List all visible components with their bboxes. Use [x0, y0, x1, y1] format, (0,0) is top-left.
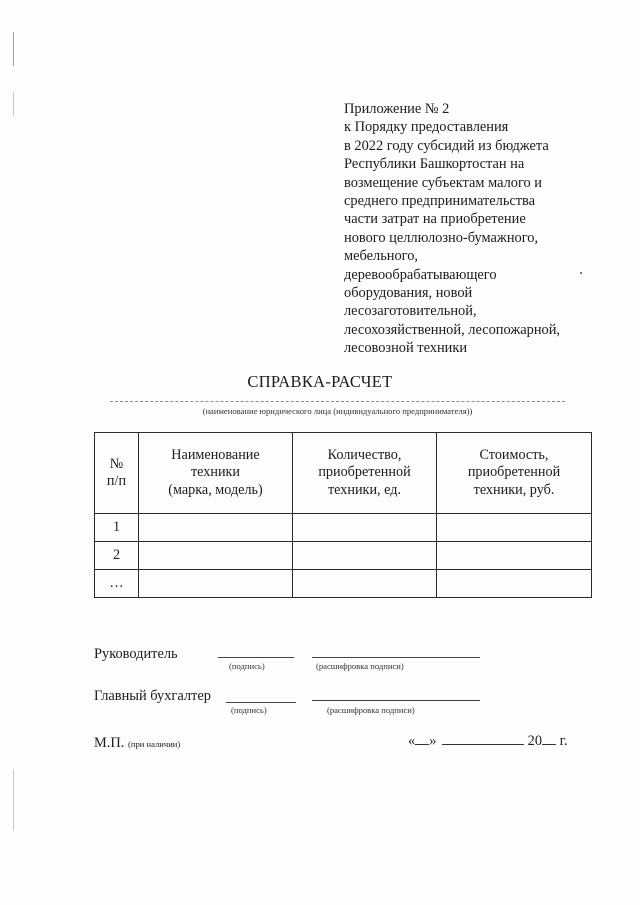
header-text: п/п — [106, 473, 127, 489]
stamp-label: М.П. — [94, 735, 125, 751]
header-text: приобретенной — [467, 464, 561, 481]
date-field — [408, 733, 568, 750]
equipment-name-cell[interactable] — [139, 570, 293, 598]
head-decoding-line[interactable] — [312, 657, 480, 658]
column-header-quantity — [293, 433, 437, 514]
header-text: (марка, модель) — [168, 481, 263, 498]
table-row — [95, 514, 592, 542]
equipment-name-cell[interactable] — [139, 542, 293, 570]
head-signature-caption: (подпись) — [229, 661, 265, 671]
quantity-cell[interactable] — [293, 542, 437, 570]
appendix-line: к Порядку предоставления — [344, 119, 509, 136]
header-text: Количество, — [327, 446, 402, 463]
column-header-name — [139, 433, 293, 514]
entity-name-line[interactable] — [110, 401, 565, 402]
date-open-quote: « — [408, 733, 416, 749]
accountant-signature-line[interactable] — [226, 702, 296, 703]
head-signature-line[interactable] — [218, 657, 294, 658]
scan-mark-top — [13, 32, 14, 66]
appendix-line: среднего предпринимательства — [344, 193, 536, 210]
row-number-cell: 1 — [95, 514, 139, 542]
stamp-note: (при наличии) — [128, 739, 181, 749]
accountant-label: Главный бухгалтер — [94, 688, 211, 704]
date-close-quote: » — [429, 733, 437, 749]
appendix-line: возмещение субъектам малого и — [344, 174, 543, 191]
quantity-cell[interactable] — [293, 570, 437, 598]
quantity-cell[interactable] — [293, 514, 437, 542]
row-number-cell: … — [95, 570, 139, 598]
year-prefix: 20 — [527, 733, 543, 749]
stamp-placeholder — [94, 735, 180, 752]
header-text: техники — [190, 464, 241, 481]
appendix-line: оборудования, новой — [344, 285, 473, 302]
row-number-cell: 2 — [95, 542, 139, 570]
head-label: Руководитель — [94, 646, 178, 662]
header-text: Наименование — [171, 446, 260, 463]
appendix-line: Приложение № 2 — [344, 101, 450, 117]
accountant-decoding-caption: (расшифровка подписи) — [327, 705, 415, 715]
cost-cell[interactable] — [437, 570, 592, 598]
equipment-name-cell[interactable] — [139, 514, 293, 542]
appendix-note — [344, 100, 594, 358]
entity-name-caption: (наименование юридического лица (индивидуального предпринимателя)) — [202, 406, 473, 416]
header-text: техники, руб. — [473, 481, 555, 498]
appendix-line: деревообрабатывающего — [344, 266, 497, 283]
header-text: техники, ед. — [327, 481, 402, 498]
column-header-number — [95, 433, 139, 514]
appendix-line: лесохозяйственной, лесопожарной, — [344, 321, 561, 338]
scan-mark-upper — [13, 92, 14, 116]
table-row — [95, 542, 592, 570]
table-row — [95, 570, 592, 598]
cost-cell[interactable] — [437, 514, 592, 542]
month-blank[interactable] — [442, 744, 524, 745]
column-header-cost — [437, 433, 592, 514]
table-header-row — [95, 433, 592, 514]
header-text: № — [109, 455, 124, 472]
day-blank[interactable] — [415, 744, 429, 745]
year-suffix: г. — [559, 733, 568, 749]
appendix-line: Республики Башкортостан на — [344, 156, 525, 173]
appendix-line: лесозаготовительной, — [344, 303, 477, 320]
appendix-line: части затрат на приобретение — [344, 211, 526, 228]
document-title: СПРАВКА-РАСЧЕТ — [247, 372, 393, 391]
year-blank[interactable] — [542, 744, 556, 745]
appendix-line: нового целлюлозно-бумажного, — [344, 229, 539, 246]
header-text: приобретенной — [318, 464, 411, 481]
appendix-line: лесовозной техники — [344, 340, 468, 357]
appendix-line: в 2022 году субсидий из бюджета — [344, 137, 549, 154]
accountant-decoding-line[interactable] — [312, 700, 480, 701]
head-decoding-caption: (расшифровка подписи) — [316, 661, 404, 671]
appendix-line: мебельного, — [344, 248, 418, 265]
header-text: Стоимость, — [479, 446, 549, 463]
calculation-table — [94, 432, 592, 598]
cost-cell[interactable] — [437, 542, 592, 570]
accountant-signature-caption: (подпись) — [231, 705, 267, 715]
scan-mark-lower — [13, 770, 14, 830]
